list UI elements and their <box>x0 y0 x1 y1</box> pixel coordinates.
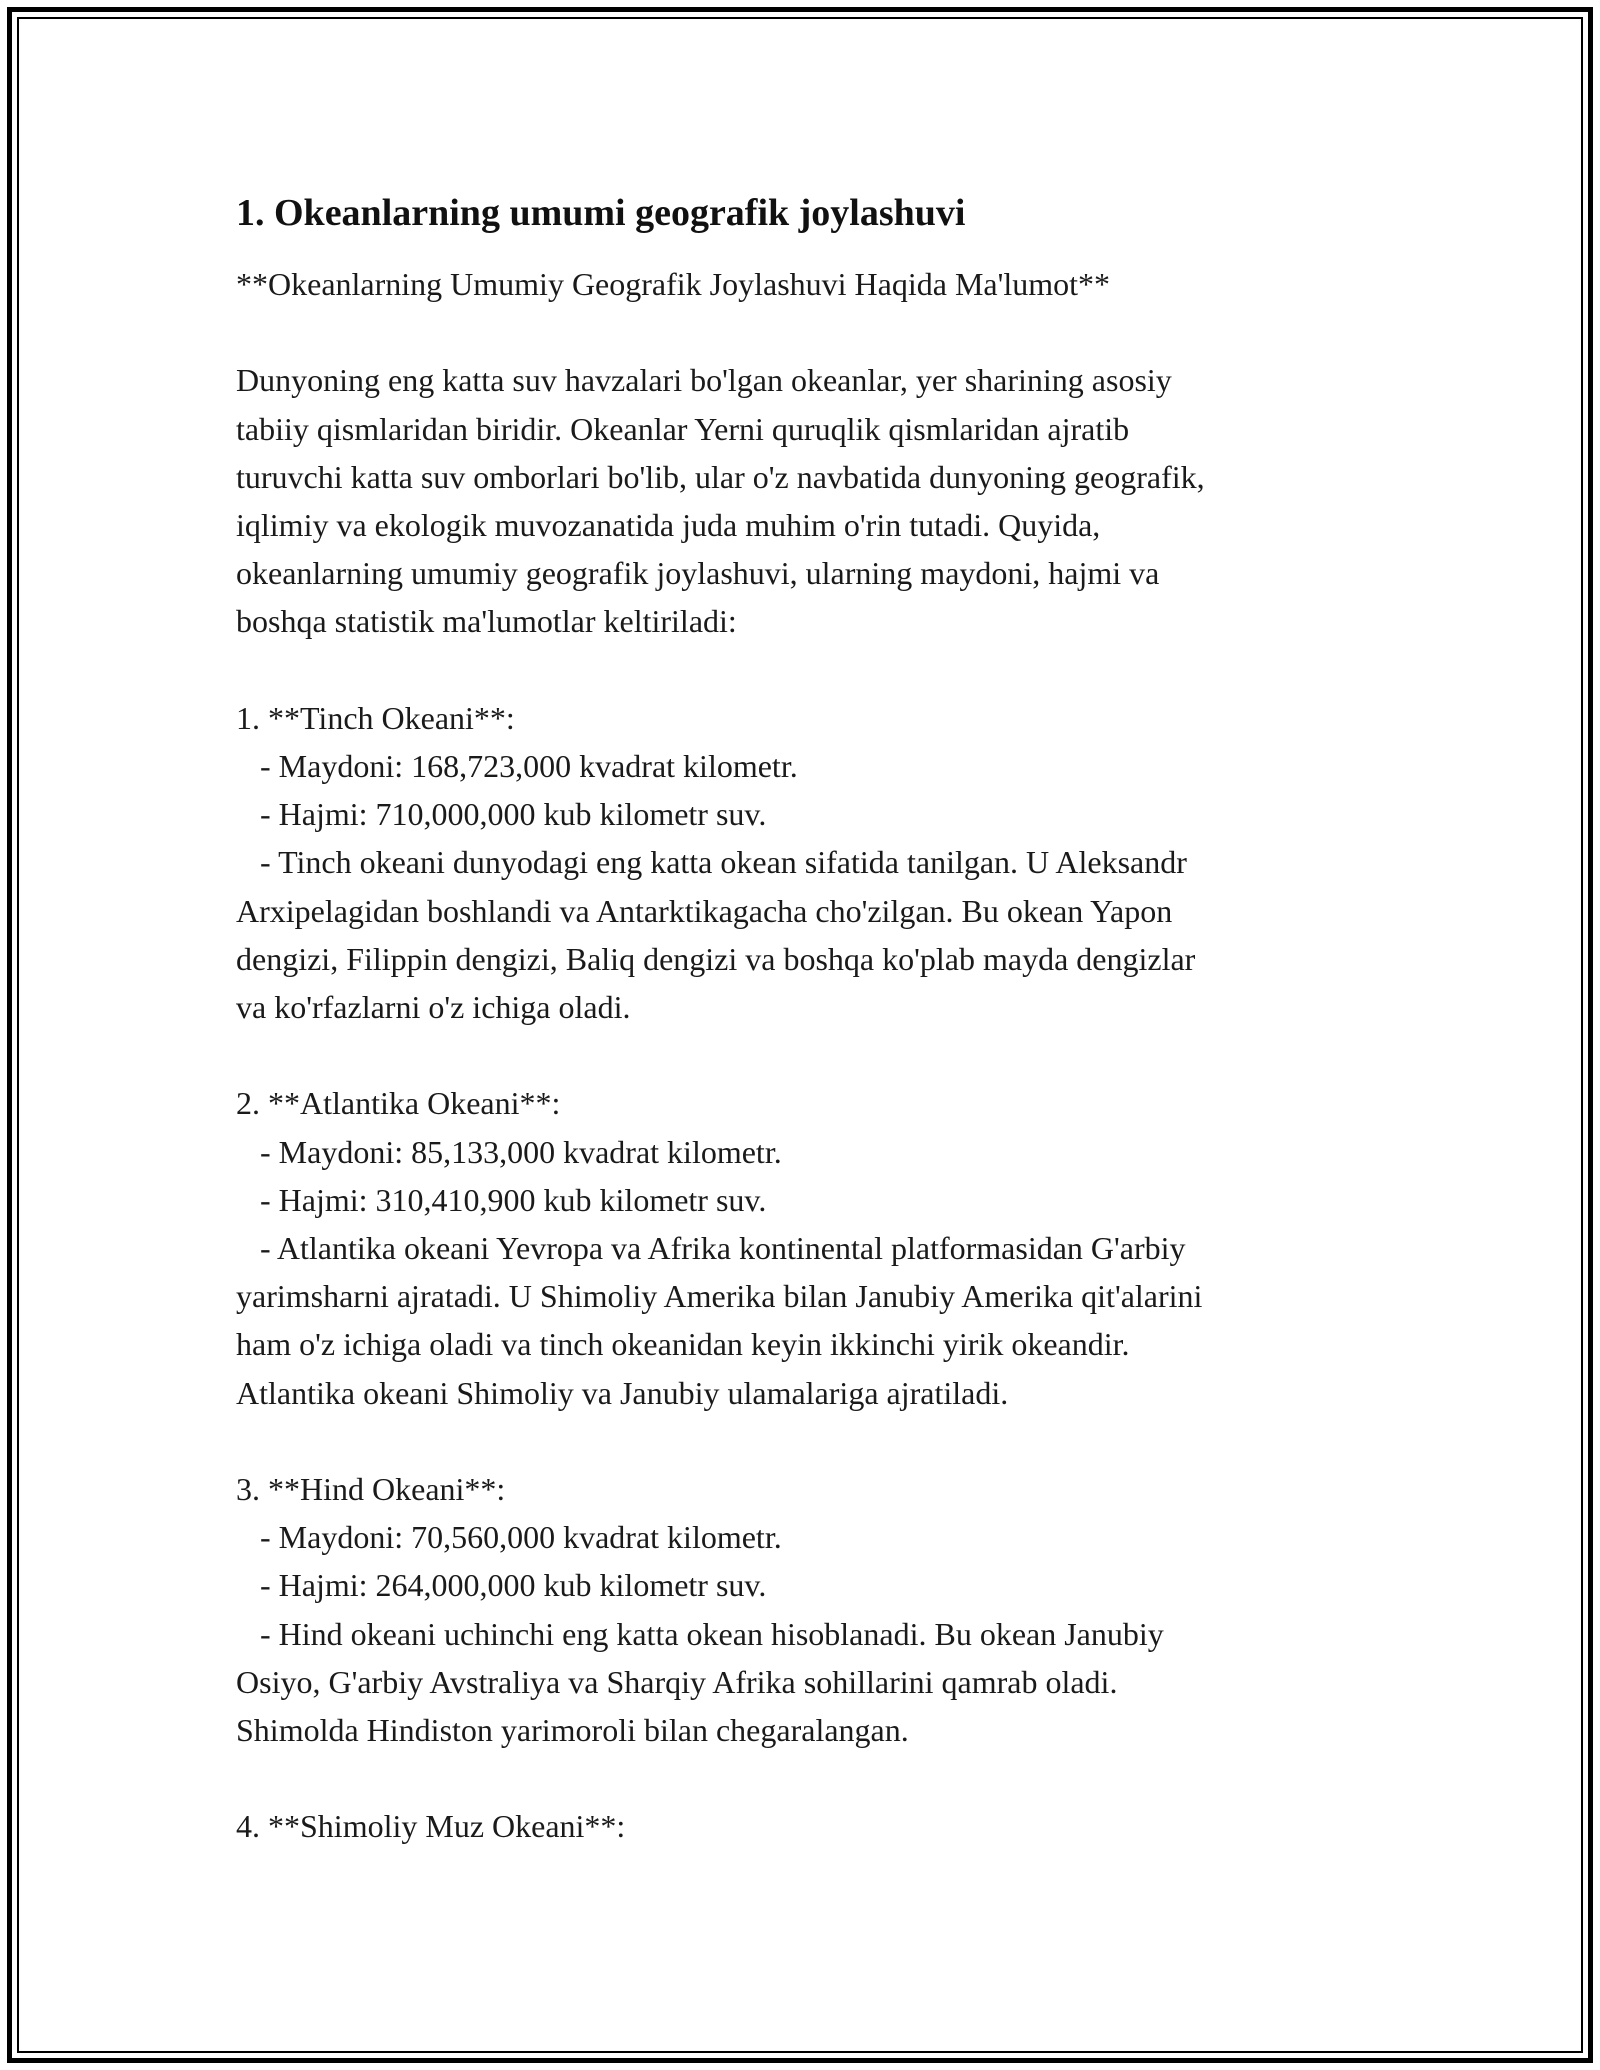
paragraph-gap <box>236 308 1386 356</box>
ocean-title: 1. **Tinch Okeani**: <box>236 699 515 736</box>
intro-line: okeanlarning umumiy geografik joylashuvi, ularning maydoni, hajmi va <box>236 555 1160 592</box>
ocean-description-line: ham o'z ichiga oladi va tinch okeanidan keyin ikkinchi yirik okeandir. <box>236 1326 1130 1363</box>
section-heading: 1. Okeanlarning umumi geografik joylashuvi <box>236 192 966 234</box>
ocean-title: 2. **Atlantika Okeani**: <box>236 1085 561 1122</box>
ocean-description-line: dengizi, Filippin dengizi, Baliq dengizi va boshqa ko'plab mayda dengizlar <box>236 940 1196 977</box>
intro-line: Dunyoning eng katta suv havzalari bo'lgan okeanlar, yer sharining asosiy <box>236 362 1172 399</box>
document-body <box>236 186 1386 1851</box>
ocean-description-line: - Atlantika okeani Yevropa va Afrika kontinental platformasidan G'arbiy <box>236 1230 1186 1267</box>
ocean-description-line: Osiyo, G'arbiy Avstraliya va Sharqiy Afrika sohillarini qamrab oladi. <box>236 1663 1118 1700</box>
intro-paragraph <box>236 356 1386 645</box>
paragraph-gap <box>236 1417 1386 1465</box>
intro-line: iqlimiy va ekologik muvozanatida juda muhim o'rin tutadi. Quyida, <box>236 507 1101 543</box>
ocean-title: 4. **Shimoliy Muz Okeani**: <box>236 1808 626 1845</box>
document-subtitle: **Okeanlarning Umumiy Geografik Joylashuvi Haqida Ma'lumot** <box>236 266 1111 302</box>
ocean-description-line: - Hind okeani uchinchi eng katta okean hisoblanadi. Bu okean Janubiy <box>236 1615 1164 1652</box>
ocean-description-line: Atlantika okeani Shimoliy va Janubiy ulamalariga ajratiladi. <box>236 1374 1009 1411</box>
ocean-volume: - Hajmi: 264,000,000 kub kilometr suv. <box>236 1567 767 1604</box>
paragraph-gap <box>236 1754 1386 1802</box>
ocean-item-indian <box>236 1465 1386 1754</box>
ocean-area: - Maydoni: 70,560,000 kvadrat kilometr. <box>236 1519 782 1556</box>
paragraph-gap <box>236 1031 1386 1079</box>
ocean-item-arctic <box>236 1802 1386 1850</box>
ocean-area: - Maydoni: 85,133,000 kvadrat kilometr. <box>236 1133 782 1170</box>
ocean-description-line: yarimsharni ajratadi. U Shimoliy Amerika bilan Janubiy Amerika qit'alarini <box>236 1278 1203 1315</box>
ocean-volume: - Hajmi: 310,410,900 kub kilometr suv. <box>236 1181 767 1218</box>
ocean-description-line: Shimolda Hindiston yarimoroli bilan chegaralangan. <box>236 1712 909 1749</box>
intro-line: turuvchi katta suv omborlari bo'lib, ular o'z navbatida dunyoning geografik, <box>236 458 1205 495</box>
ocean-area: - Maydoni: 168,723,000 kvadrat kilometr. <box>236 748 798 784</box>
intro-line: boshqa statistik ma'lumotlar keltiriladi: <box>236 603 737 640</box>
ocean-description-line: - Tinch okeani dunyodagi eng katta okean sifatida tanilgan. U Aleksandr <box>236 844 1187 881</box>
intro-line: tabiiy qismlaridan biridir. Okeanlar Yerni quruqlik qismlaridan ajratib <box>236 410 1130 447</box>
ocean-item-pacific <box>236 694 1386 1031</box>
ocean-description-line: Arxipelagidan boshlandi va Antarktikagacha cho'zilgan. Bu okean Yapon <box>236 892 1173 929</box>
ocean-title: 3. **Hind Okeani**: <box>236 1471 506 1508</box>
ocean-volume: - Hajmi: 710,000,000 kub kilometr suv. <box>236 796 767 833</box>
ocean-item-atlantic <box>236 1079 1386 1416</box>
paragraph-gap <box>236 646 1386 694</box>
ocean-description-line: va ko'rfazlarni o'z ichiga oladi. <box>236 989 631 1026</box>
